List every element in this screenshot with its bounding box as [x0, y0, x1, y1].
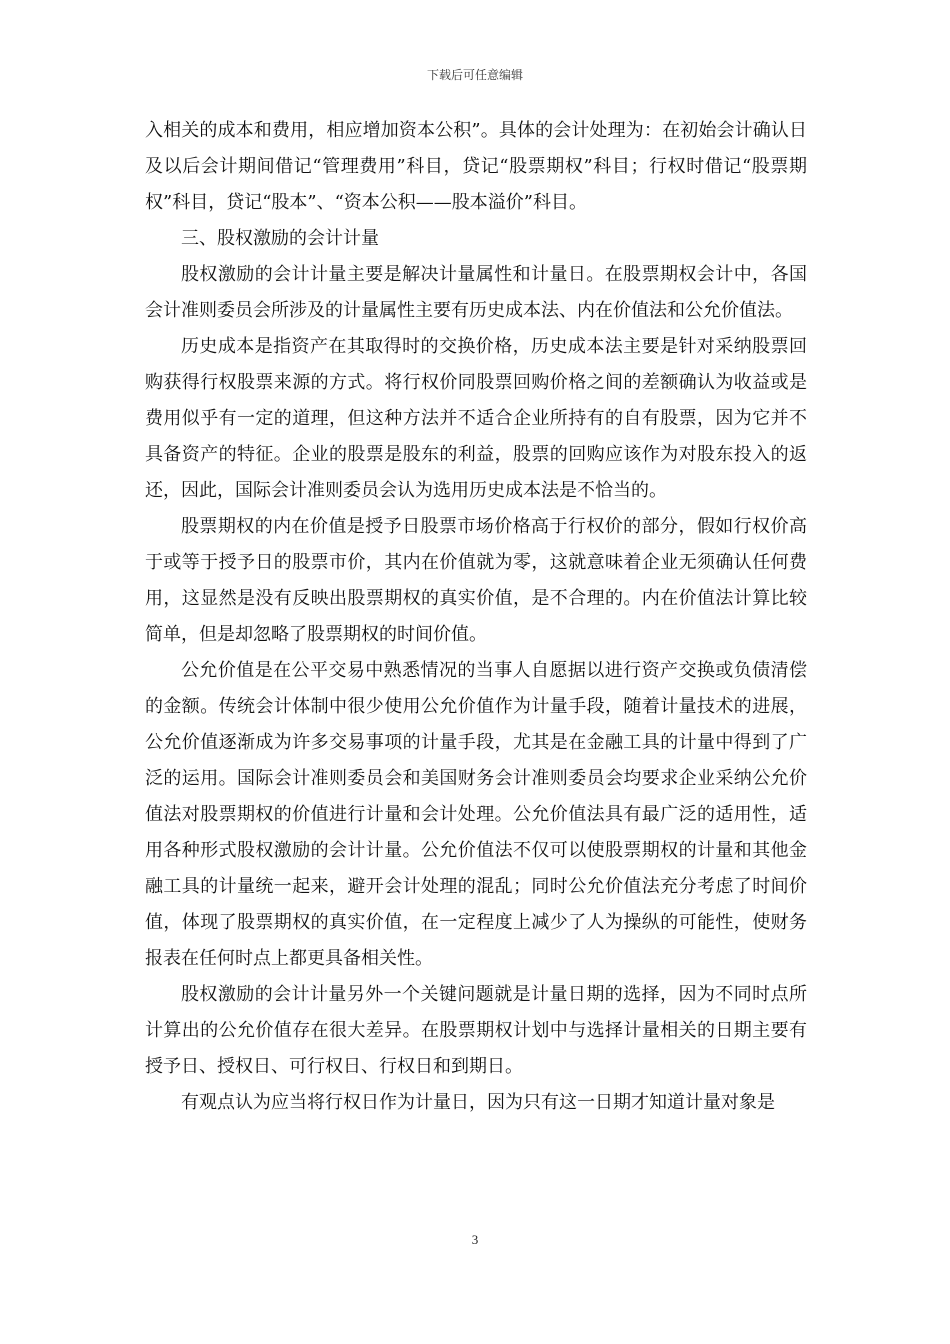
paragraph: 股权激励的会计计量主要是解决计量属性和计量日。在股票期权会计中，各国会计准则委员会所涉及的计量属性主要有历史成本法、内在价值法和公允价值法。 — [145, 264, 807, 321]
page-header: 下载后可任意编辑 — [426, 68, 523, 82]
section-heading: 三、股权激励的会计计量 — [181, 228, 379, 249]
document-body — [145, 113, 807, 1121]
paragraph: 有观点认为应当将行权日作为计量日，因为只有这一日期才知道计量对象是 — [181, 1092, 775, 1113]
paragraph: 股票期权的内在价值是授予日股票市场价格高于行权价的部分，假如行权价高于或等于授予日的股票市价，其内在价值就为零，这就意味着企业无须确认任何费用，这显然是没有反映出股票期权的真实价值，是不合理的。内在价值法计算比较简单，但是却忽略了股票期权的时间价值。 — [145, 516, 807, 645]
paragraph: 股权激励的会计计量另外一个关键问题就是计量日期的选择，因为不同时点所计算出的公允价值存在很大差异。在股票期权计划中与选择计量相关的日期主要有授予日、授权日、可行权日、行权日和到期日。 — [145, 984, 807, 1077]
paragraph: 公允价值是在公平交易中熟悉情况的当事人自愿据以进行资产交换或负债清偿的金额。传统会计体制中很少使用公允价值作为计量手段，随着计量技术的进展，公允价值逐渐成为许多交易事项的计量手段，尤其是在金融工具的计量中得到了广泛的运用。国际会计准则委员会和美国财务会计准则委员会均要求企业采纳公允价值法对股票期权的价值进行计量和会计处理。公允价值法具有最广泛的适用性，适用各种形式股权激励的会计计量。公允价值法不仅可以使股票期权的计量和其他金融工具的计量统一起来，避开会计处理的混乱；同时公允价值法充分考虑了时间价值，体现了股票期权的真实价值，在一定程度上减少了人为操纵的可能性，使财务报表在任何时点上都更具备相关性。 — [145, 660, 807, 969]
paragraph-continued: 入相关的成本和费用，相应增加资本公积”。具体的会计处理为：在初始会计确认日及以后会计期间借记“管理费用”科目，贷记“股票期权”科目；行权时借记“股票期权”科目，贷记“股本”、“资本公积——股本溢价”科目。 — [145, 120, 807, 213]
page-number: 3 — [471, 1232, 479, 1247]
paragraph: 历史成本是指资产在其取得时的交换价格，历史成本法主要是针对采纳股票回购获得行权股票来源的方式。将行权价同股票回购价格之间的差额确认为收益或是费用似乎有一定的道理，但这种方法并不适合企业所持有的自有股票，因为它并不具备资产的特征。企业的股票是股东的利益，股票的回购应该作为对股东投入的返还，因此，国际会计准则委员会认为选用历史成本法是不恰当的。 — [145, 336, 807, 501]
